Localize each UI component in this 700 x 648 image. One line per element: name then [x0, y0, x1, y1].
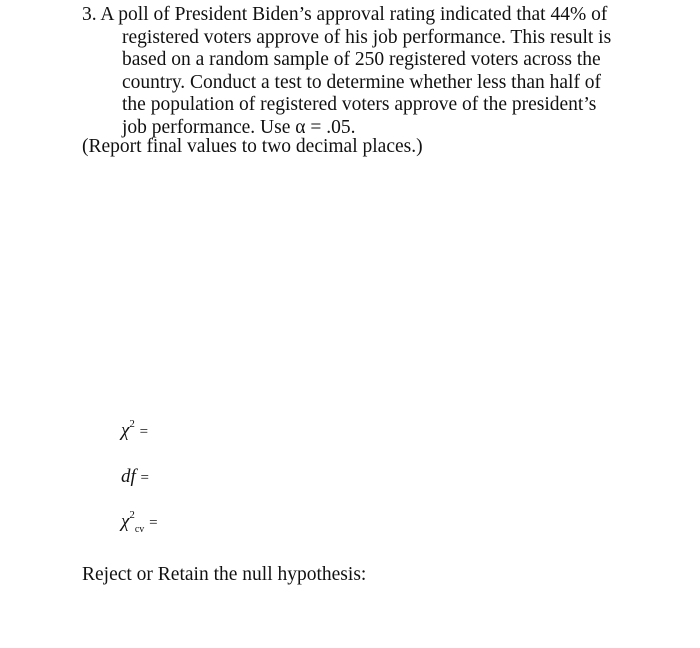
question-line: based on a random sample of 250 registered voters across the [122, 49, 601, 71]
question-line: registered voters approve of his job performance. This result is [122, 26, 612, 48]
chi-symbol: χ [121, 511, 130, 532]
rounding-note: (Report final values to two decimal places.) [82, 136, 423, 157]
question-text [82, 4, 682, 140]
degrees-of-freedom-formula [121, 466, 149, 488]
chi-exponent: 2 [129, 418, 135, 430]
equals-sign: = [139, 424, 149, 440]
chi-square-formula [121, 420, 148, 442]
chi-symbol: χ [121, 420, 130, 441]
cv-subscript: cv [134, 524, 145, 535]
question-line: the population of registered voters approve of the president’s [122, 94, 597, 116]
question-line: country. Conduct a test to determine whether less than half of [122, 71, 602, 93]
question-line: 3. A poll of President Biden’s approval rating indicated that 44% of [82, 4, 608, 25]
critical-value-formula [121, 511, 158, 533]
equals-sign: = [149, 515, 158, 531]
df-symbol: df [121, 466, 136, 487]
equals-sign: = [140, 470, 149, 486]
decision-prompt: Reject or Retain the null hypothesis: [82, 564, 367, 585]
chi-exponent: 2 [129, 509, 135, 521]
question-line: job performance. Use α = .05. [122, 116, 356, 138]
